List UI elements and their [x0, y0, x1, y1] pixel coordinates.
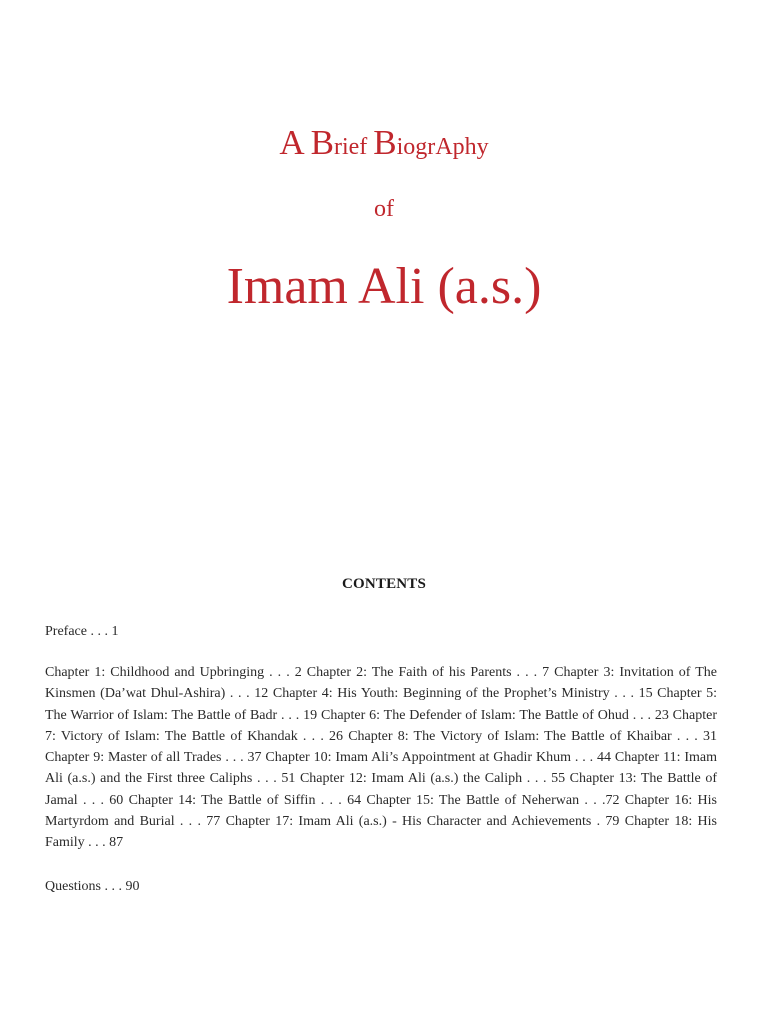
contents-chapters: Chapter 1: Childhood and Upbringing . . . 2 Chapter 2: The Faith of his Parents . . . 7 Chapter 3: Invitation of The Kinsmen (Da’wat Dhul-Ashira) . . . 12 Chapter 4: His Youth: Beginning of the Prophet’s Ministry . . . 15 Chapter 5: The Warrior of Islam: The Battle of Badr . . . 19 Chapter 6: The Defender of Islam: The Battle of Ohud . . . 23 Chapter 7: Victory of Islam: The Battle of Khandak . . . 26 Chapter 8: The Victory of Islam: The Battle of Khaibar . . . 31 Chapter 9: Master of all Trades . . . 37 Chapter 10: Imam Ali’s Appointment at Ghadir Khum . . . 44 Chapter 11: Imam Ali (a.s.) and the First three Caliphs . . . 51 Chapter 12: Imam Ali (a.s.) the Caliph . . . 55 Chapter 13: The Battle of Jamal . . . 60 Chapter 14: The Battle of Siffin . . . 64 Chapter 15: The Battle of Neherwan . . .72 Chapter 16: His Martyrdom and Burial . . . 77 Chapter 17: Imam Ali (a.s.) - His Character and Achievements . 79 Chapter 18: His Family . . . 87 [45, 665, 717, 851]
title-initial-b: B [310, 123, 334, 162]
title-fragment-phy: phy [452, 134, 489, 160]
title-line-of: of [374, 196, 394, 222]
title-line-brief-biography [0, 118, 768, 172]
title-initial-b2: B [373, 123, 397, 162]
contents-questions: Questions . . . 90 [45, 879, 140, 894]
title-fragment-a: A [435, 134, 453, 160]
title-fragment-iogr: iogr [396, 134, 436, 160]
contents-heading: CONTENTS [341, 576, 427, 592]
title-fragment-rief: rief [333, 134, 368, 160]
title-main: Imam Ali (a.s.) [226, 258, 542, 315]
title-initial-a: A [279, 123, 305, 162]
contents-preface: Preface . . . 1 [45, 624, 119, 639]
